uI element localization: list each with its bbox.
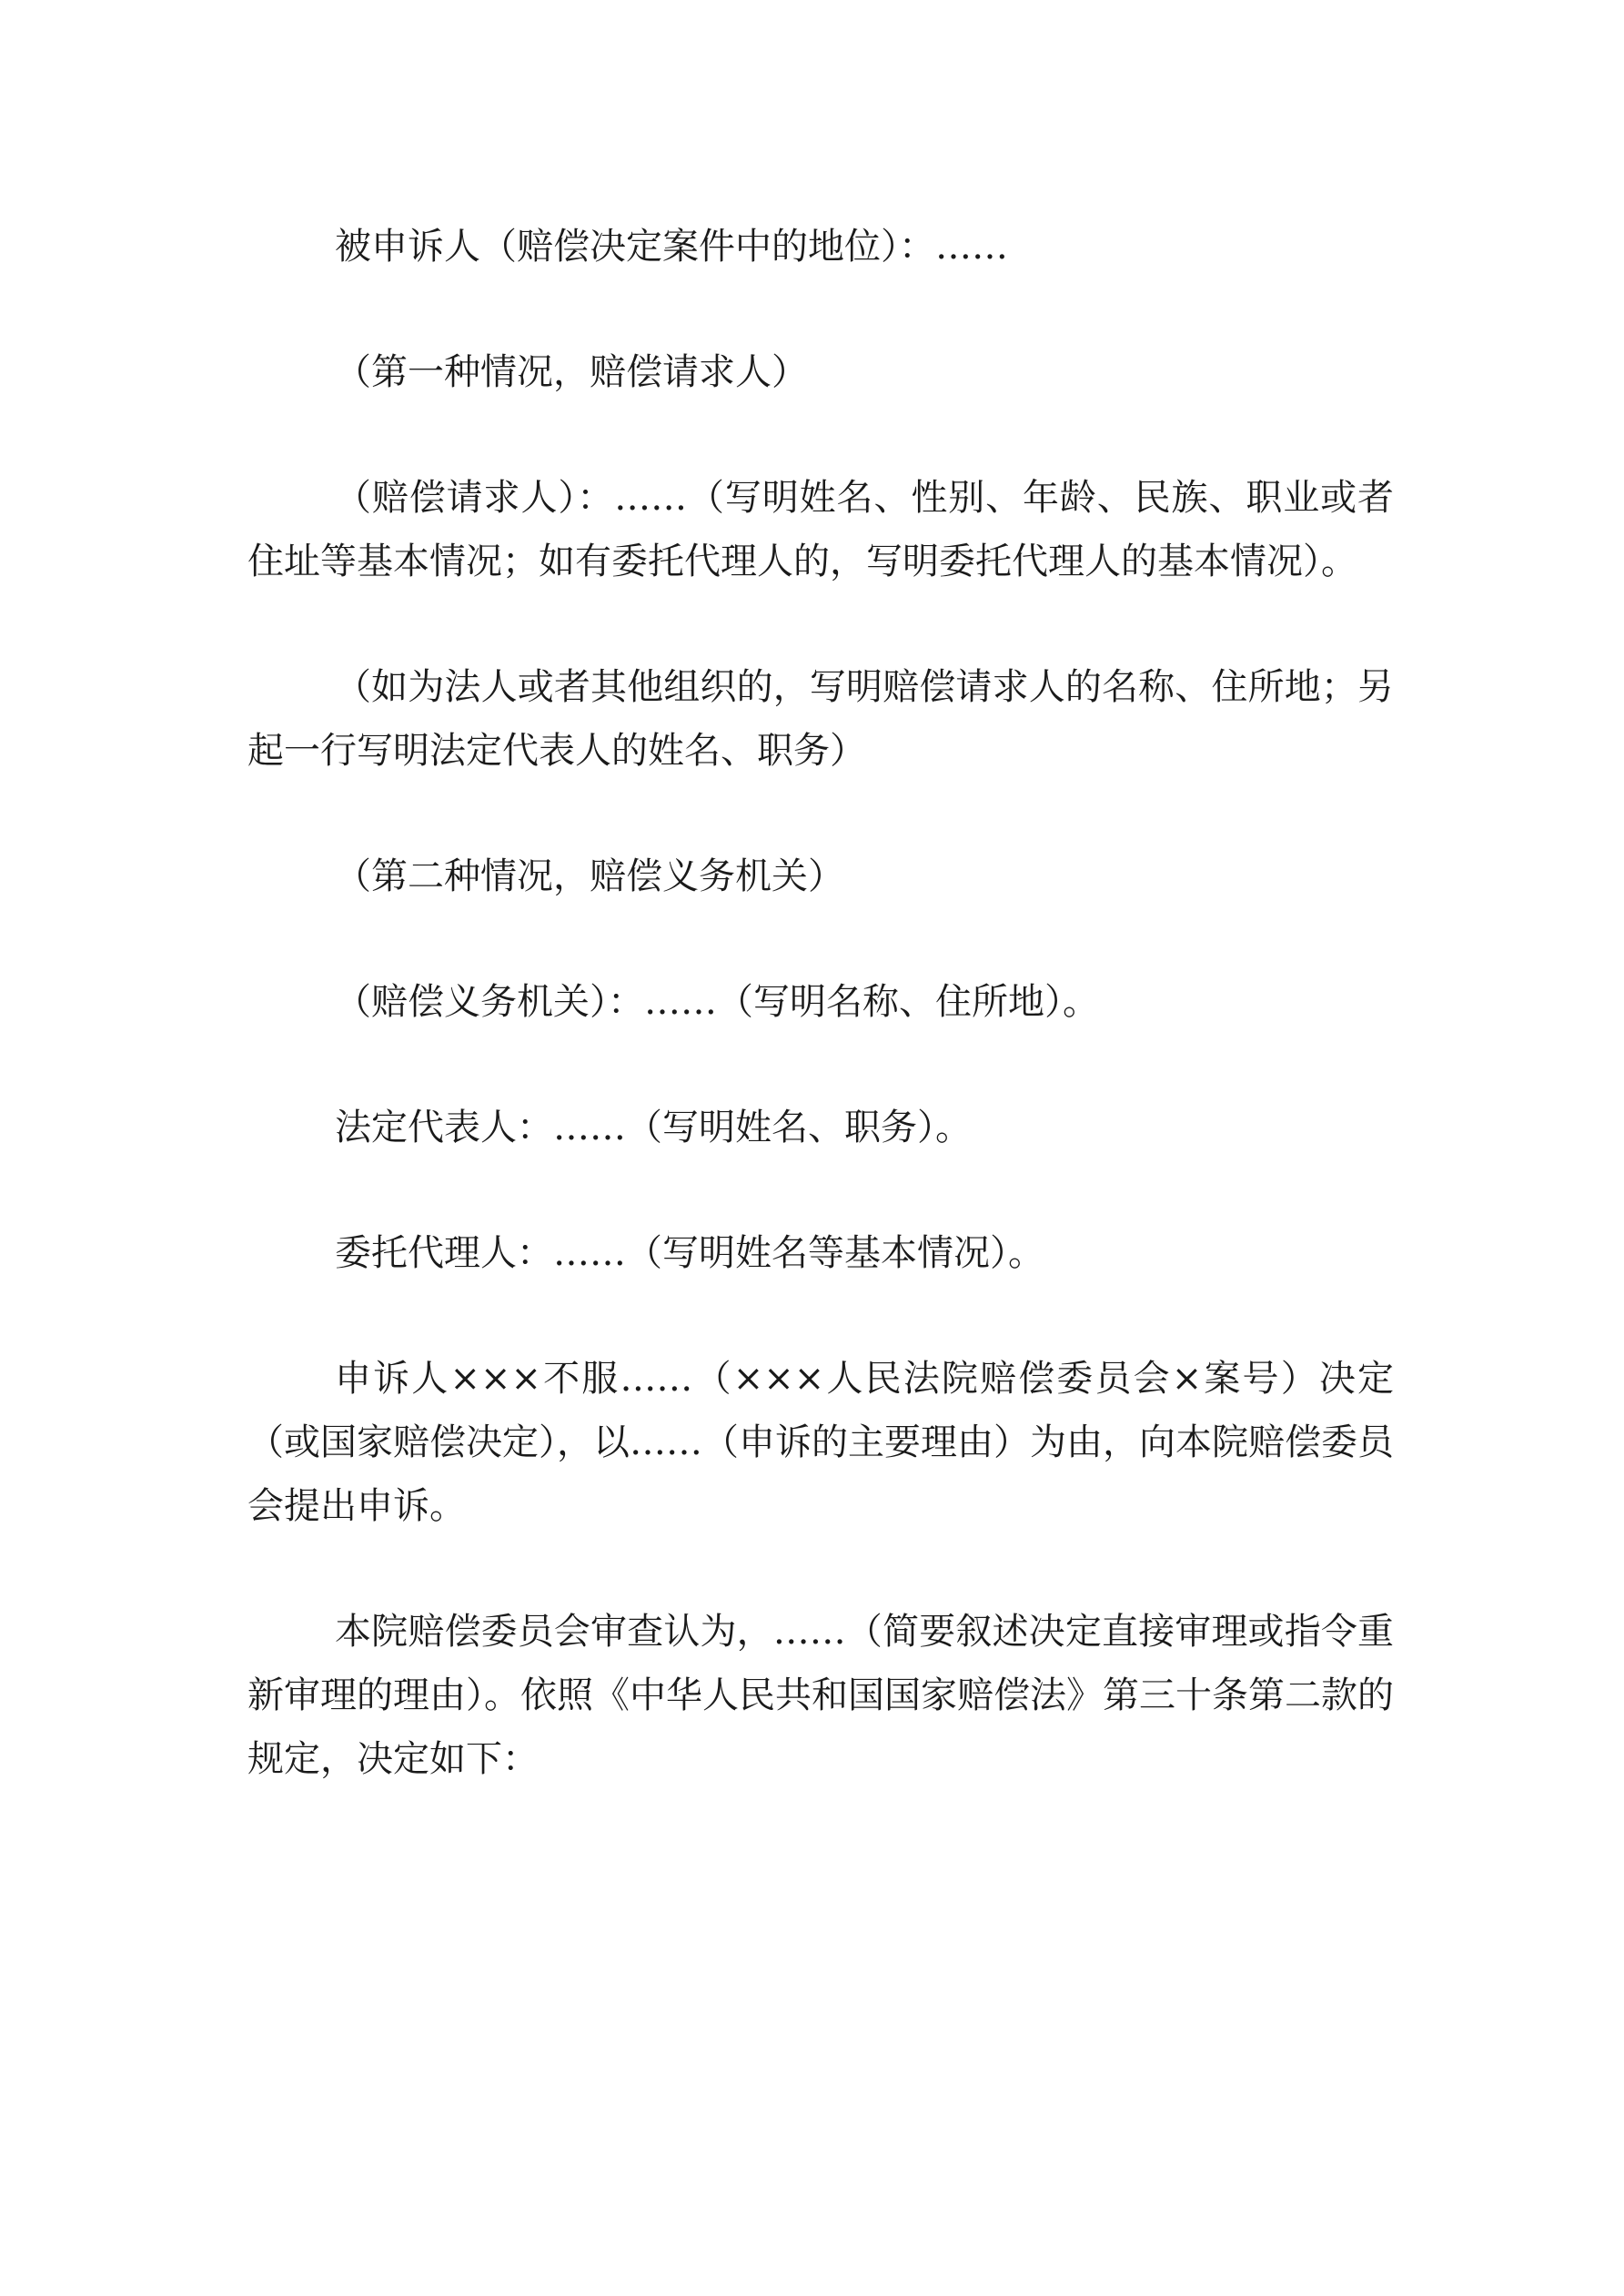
- paragraph-review-decision: 本院赔偿委员会审查认为，……（简要叙述决定直接审理或指令重新审理的理由）。依照《中华人民共和国国家赔偿法》第三十条第二款的规定，决定如下：: [247, 1611, 1394, 1780]
- paragraph-entrusted-agent: 委托代理人：……（写明姓名等基本情况）。: [335, 1232, 1044, 1274]
- paragraph-legal-representative: 法定代表人：……（写明姓名、职务）。: [335, 1107, 972, 1148]
- paragraph-obligor-details: （赔偿义务机关）：……（写明名称、住所地）。: [335, 981, 1099, 1023]
- paragraph-case-two-heading: （第二种情况，赔偿义务机关）: [335, 855, 844, 897]
- document-body: [247, 215, 1394, 1853]
- paragraph-case-one-heading: （第一种情况，赔偿请求人）: [335, 351, 808, 393]
- paragraph-legal-entity-note: （如为法人或者其他组织的，写明赔偿请求人的名称、住所地；另起一行写明法定代表人的姓名、职务）: [247, 666, 1394, 772]
- paragraph-respondent: 被申诉人（赔偿决定案件中的地位）：……: [335, 226, 1008, 268]
- paragraph-complaint: 申诉人×××不服……（×××人民法院赔偿委员会×案号）决定（或国家赔偿决定），以……（申诉的主要理由）为由，向本院赔偿委员会提出申诉。: [247, 1358, 1394, 1527]
- paragraph-claimant-details: （赔偿请求人）：……（写明姓名、性别、年龄、民族、职业或者住址等基本情况；如有委托代理人的，写明委托代理人的基本情况）。: [247, 477, 1394, 582]
